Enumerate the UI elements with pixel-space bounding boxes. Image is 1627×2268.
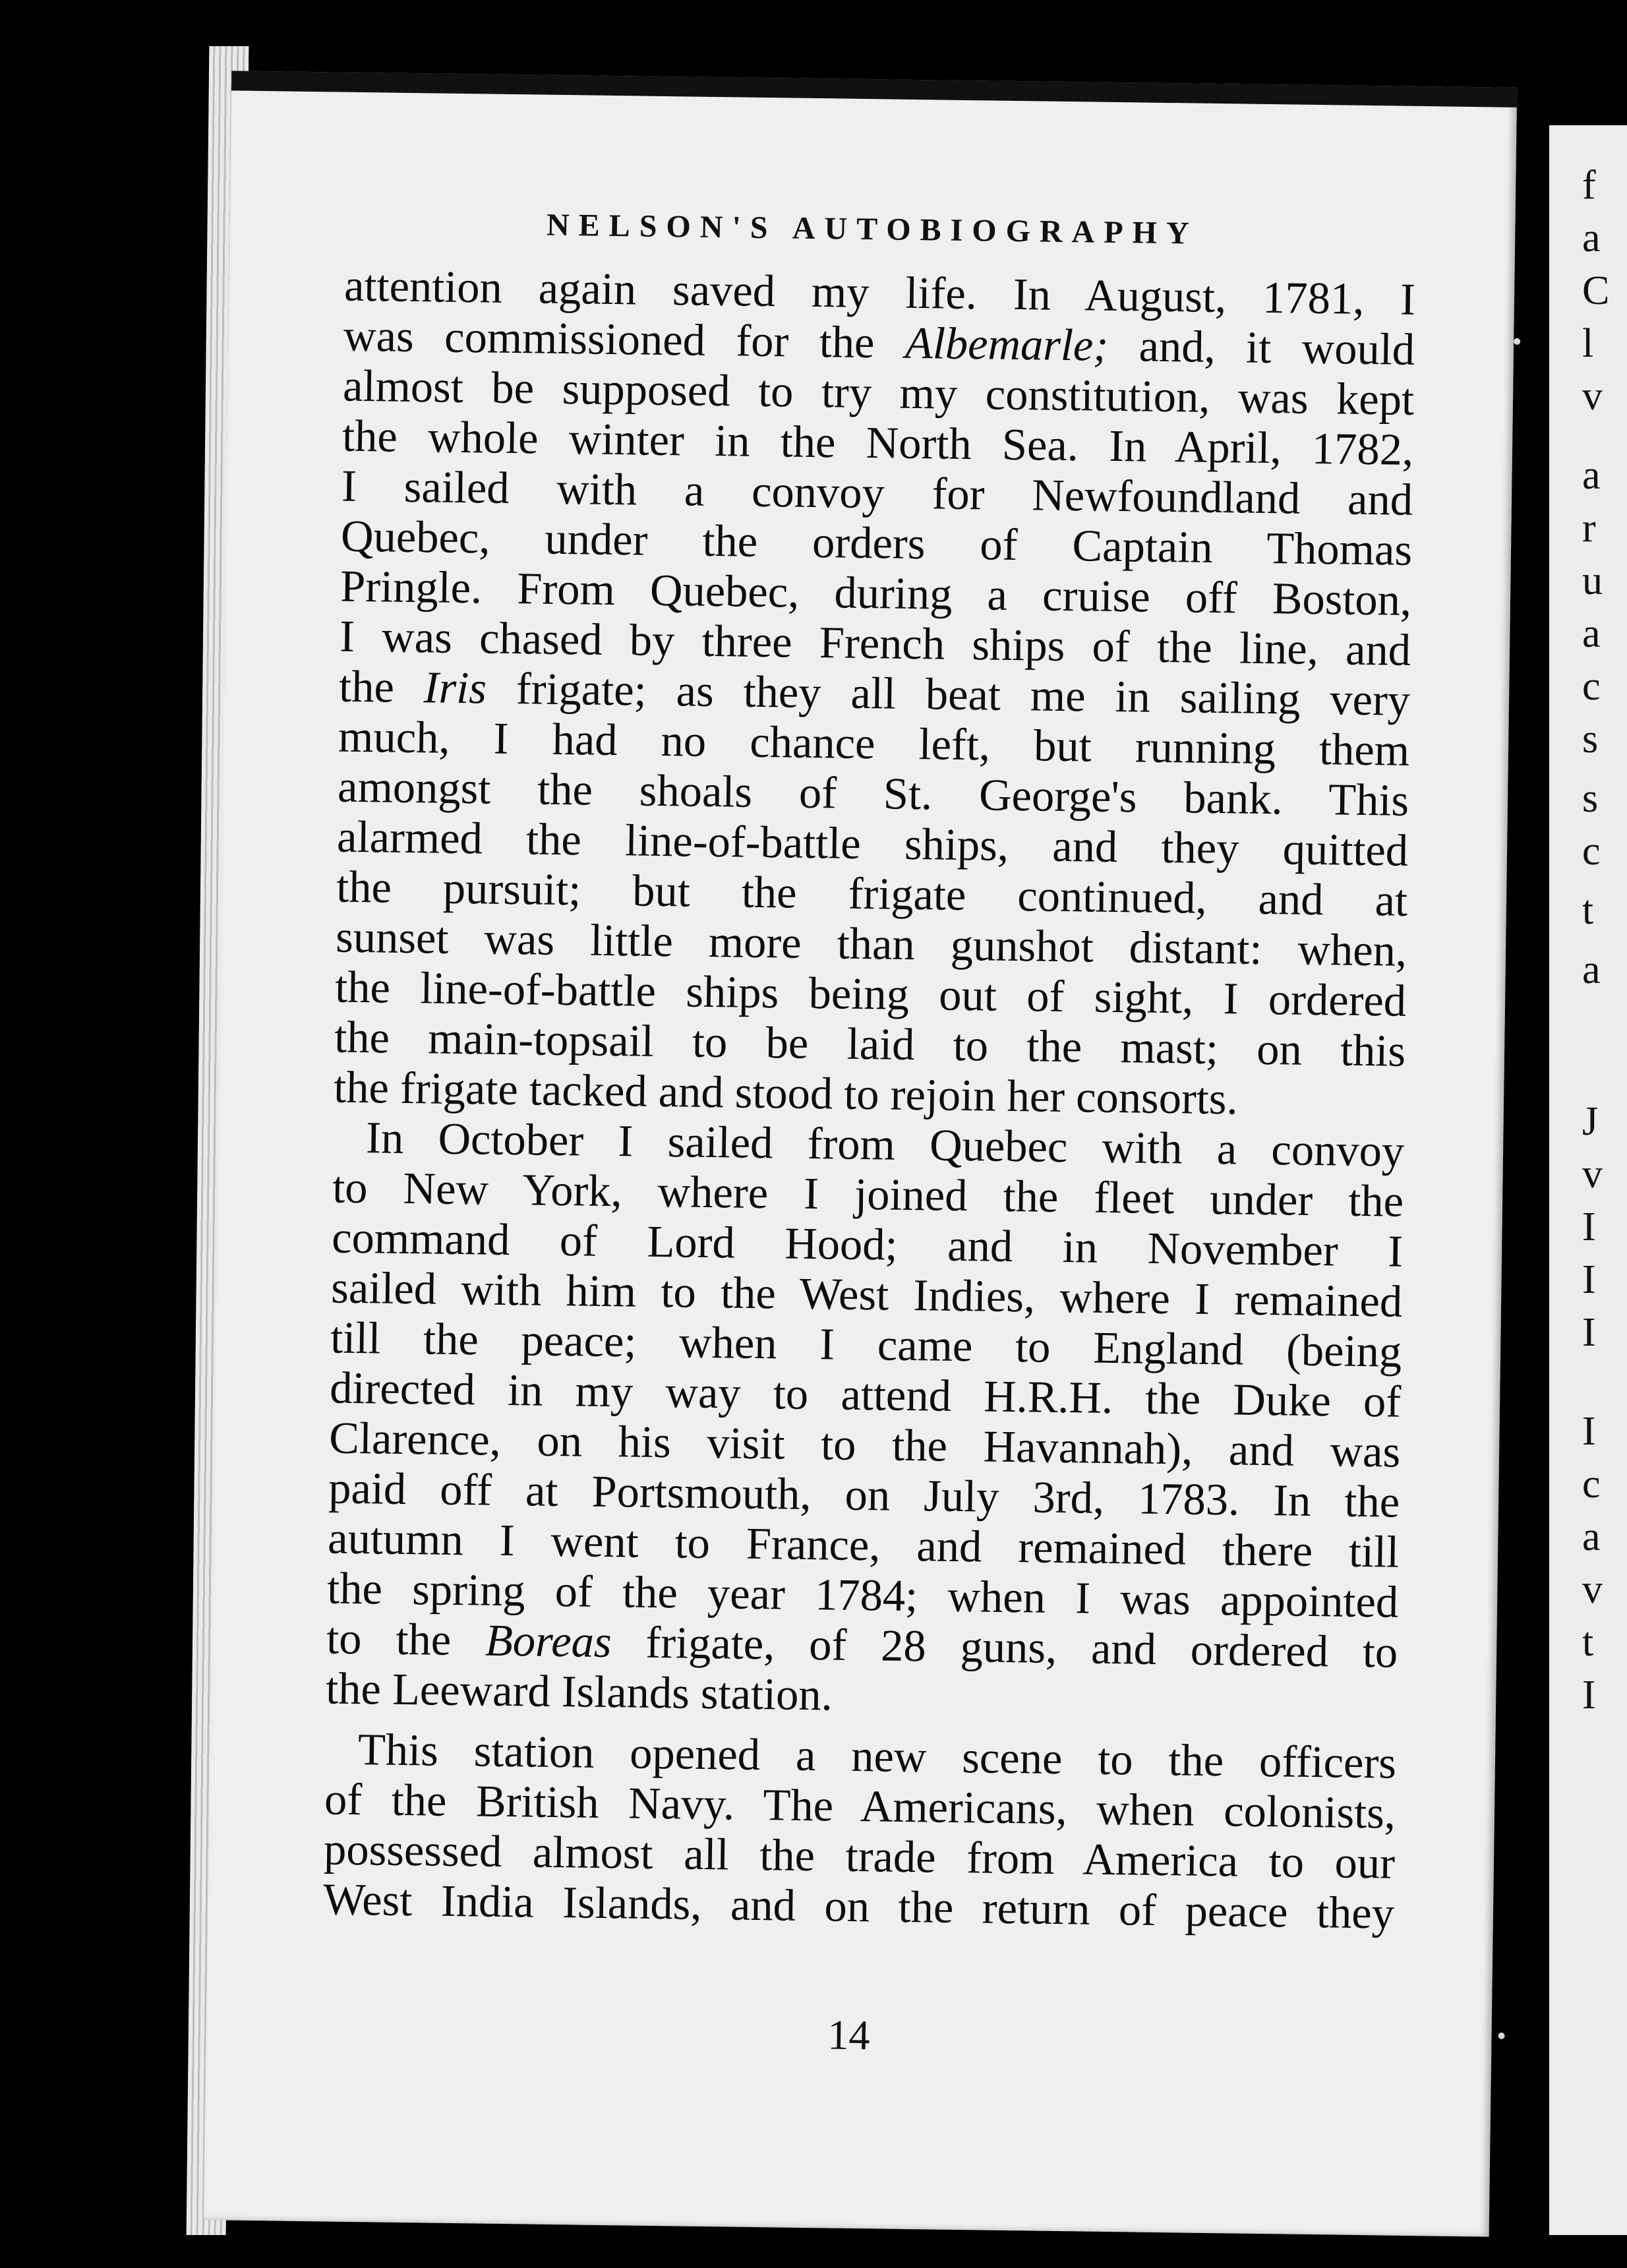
adjacent-page-letter: t: [1582, 1620, 1594, 1665]
adjacent-page-letter: I: [1582, 1409, 1596, 1454]
running-header: NELSON'S AUTOBIOGRAPHY: [546, 207, 1198, 251]
paper-speck: [1514, 338, 1520, 345]
text-line: possessed almost all the trade from America to our: [323, 1824, 1396, 1888]
adjacent-page-letter: u: [1582, 558, 1603, 603]
text-line: to New York, where I joined the fleet under the: [332, 1162, 1404, 1226]
text-line: directed in my way to attend H.R.H. the Duke of: [329, 1362, 1402, 1427]
body-text: [323, 260, 1416, 1938]
paragraph-start-line: In October I sailed from Quebec with a convoy: [365, 1112, 1405, 1176]
text-line: the frigate tacked and stood to rejoin her consorts.: [333, 1061, 1239, 1124]
text-line: West India Islands, and on the return of peace they: [322, 1874, 1395, 1938]
adjacent-page-letter: I: [1582, 1205, 1596, 1249]
text-line: Clarence, on his visit to the Havannah), and was: [328, 1412, 1401, 1477]
adjacent-page-letter: s: [1582, 776, 1599, 821]
text-line: Pringle. From Quebec, during a cruise off Boston,: [340, 560, 1412, 625]
adjacent-page-letter: t: [1582, 888, 1594, 933]
adjacent-page-letter: C: [1582, 268, 1610, 313]
text-line: the spring of the year 1784; when I was appointed: [326, 1563, 1399, 1627]
text-line: the Iris frigate; as they all beat me in sailing very: [338, 661, 1411, 725]
adjacent-page-letter: I: [1582, 1673, 1596, 1717]
text-line: I sailed with a convoy for Newfoundland and: [341, 460, 1413, 525]
paragraph-start-line: This station opened a new scene to the officers: [357, 1724, 1397, 1788]
page-top-shadow: [231, 71, 1517, 107]
text-line: command of Lord Hood; and in November I: [331, 1212, 1404, 1276]
text-line: paid off at Portsmouth, on July 3rd, 1783. In the: [328, 1462, 1400, 1527]
adjacent-page-edge: [1549, 125, 1627, 2235]
text-line: sailed with him to the West Indies, where I remained: [330, 1262, 1403, 1327]
text-line: I was chased by three French ships of the line, and: [339, 611, 1411, 675]
paper-speck: [1498, 2033, 1505, 2039]
text-line: the whole winter in the North Sea. In April, 1782,: [341, 410, 1414, 475]
page-number: 14: [827, 2011, 870, 2059]
adjacent-page-letter: I: [1582, 1310, 1596, 1355]
text-line: to the Boreas frigate, of 28 guns, and ordered to: [326, 1613, 1398, 1677]
text-line: the pursuit; but the frigate continued, and at: [336, 861, 1408, 926]
adjacent-page-letter: J: [1582, 1099, 1599, 1144]
adjacent-page-letter: f: [1582, 163, 1596, 208]
text-line: the line-of-battle ships being out of sight, I ordered: [334, 961, 1407, 1026]
text-line: the main-topsail to be laid to the mast; on this: [334, 1011, 1406, 1076]
text-line: attention again saved my life. In August, 1781, I: [343, 260, 1416, 324]
adjacent-page-letter: I: [1582, 1257, 1596, 1302]
text-line: much, I had no chance left, but running them: [338, 711, 1410, 775]
text-line: the Leeward Islands station.: [325, 1663, 833, 1720]
adjacent-page-letter: s: [1582, 717, 1599, 761]
adjacent-page-letter: v: [1582, 374, 1603, 419]
adjacent-page-letter: c: [1582, 829, 1601, 874]
text-line: Quebec, under the orders of Captain Thomas: [340, 510, 1413, 575]
text-line: was commissioned for the Albemarle; and, it would: [343, 310, 1415, 374]
adjacent-page-letter: a: [1582, 611, 1601, 656]
text-line: sunset was little more than gunshot distant: when,: [335, 911, 1407, 976]
adjacent-page-letter: v: [1582, 1152, 1603, 1197]
text-line: autumn I went to France, and remained there till: [327, 1512, 1400, 1577]
adjacent-page-letter: v: [1582, 1567, 1603, 1612]
adjacent-page-letter: a: [1582, 947, 1601, 992]
adjacent-page-letter: l: [1582, 321, 1594, 366]
adjacent-page-letter: r: [1582, 506, 1596, 551]
text-line: of the British Navy. The Americans, when colonists,: [324, 1774, 1396, 1838]
text-line: till the peace; when I came to England (being: [330, 1312, 1402, 1377]
adjacent-page-letter: c: [1582, 1462, 1601, 1507]
adjacent-page-letter: c: [1582, 664, 1601, 709]
text-line: amongst the shoals of St. George's bank. This: [337, 761, 1409, 825]
text-line: alarmed the line-of-battle ships, and they quitted: [336, 811, 1409, 876]
adjacent-page-letter: a: [1582, 216, 1601, 260]
text-line: almost be supposed to try my constitution, was kept: [342, 360, 1415, 425]
adjacent-page-letter: a: [1582, 1514, 1601, 1559]
book-page: [204, 71, 1518, 2236]
adjacent-page-letter: a: [1582, 453, 1601, 498]
